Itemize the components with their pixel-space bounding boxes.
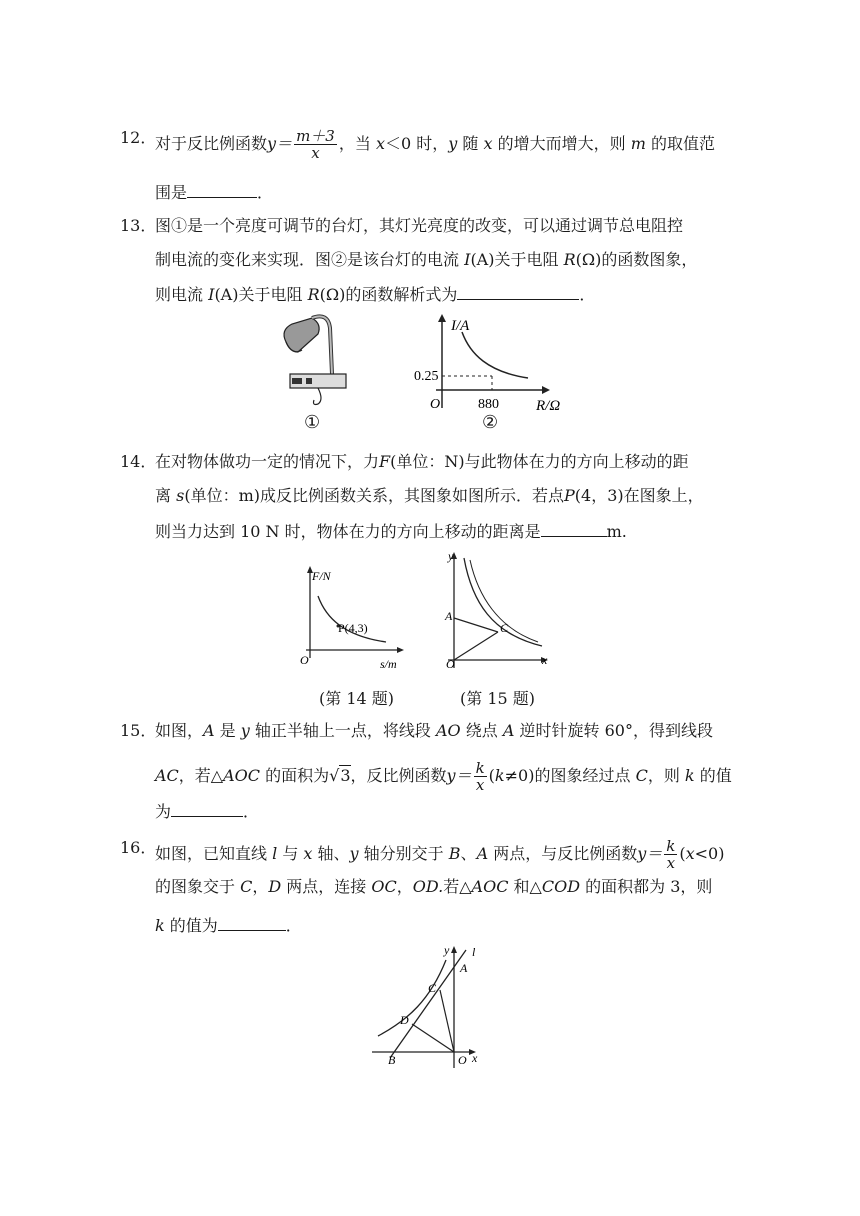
point-C-label: C <box>500 621 509 635</box>
point-D-label: D <box>400 1013 409 1027</box>
q15-caption: (第 15 题) <box>460 689 536 708</box>
x-axis-label-s: s/m <box>380 657 397 671</box>
q12-line-1: 对于反比例函数y＝ $\frac{m+3}{x}$ ，当 x＜0 时，y 随 x 的增大而增大，则 m 的取值范 <box>155 127 715 162</box>
origin-label: O <box>446 657 455 671</box>
line-l-label: l <box>472 945 476 959</box>
origin-label: O <box>430 397 441 412</box>
q14-line-2: 离 s(单位：m)成反比例函数关系，其图象如图所示．若点P(4，3)在图象上， <box>155 486 704 505</box>
current-resistance-graph <box>408 312 580 412</box>
x-axis-label-R: R/Ω <box>536 398 561 412</box>
q15-line-1: 如图，A 是 y 轴正半轴上一点，将线段 AO 绕点 A 逆时针旋转 60°，得到线段 <box>155 721 713 740</box>
q13-line-1: 图①是一个亮度可调节的台灯，其灯光亮度的改变，可以通过调节总电阻控 <box>155 216 684 235</box>
y-tick-label: 0.25 <box>414 369 439 384</box>
q12-fraction: $\frac{m+3}{x}$ <box>296 127 335 162</box>
q15-graph <box>440 548 556 672</box>
q12-number: 12． <box>120 128 157 147</box>
q15-number: 15． <box>120 721 157 740</box>
q15-line-3: 为 ． <box>155 802 260 821</box>
point-C-label: C <box>428 981 437 995</box>
figure-1-label: ① <box>304 412 321 433</box>
x-axis-label: x <box>542 653 548 667</box>
q14-number: 14． <box>120 452 157 471</box>
y-axis-label: y <box>448 549 454 563</box>
q15-line-2: AC，若△AOC 的面积为√3，反比例函数y＝ $\frac{k}{x}$ (k≠0)的图象经过点 C，则 k 的值 <box>155 759 732 794</box>
q16-number: 16． <box>120 838 157 857</box>
q12-answer-blank[interactable] <box>187 181 257 198</box>
q14-line-1: 在对物体做功一定的情况下，力F(单位：N)与此物体在力的方向上移动的距 <box>155 452 689 471</box>
q14-caption: (第 14 题) <box>319 689 395 708</box>
q13-line-3: 则电流 I(A)关于电阻 R(Ω)的函数解析式为 ． <box>155 285 596 304</box>
figure-2-label: ② <box>482 412 499 433</box>
y-axis-label-I: I/A <box>451 318 470 334</box>
x-tick-label: 880 <box>478 397 499 412</box>
force-distance-graph <box>296 562 408 672</box>
origin-label: O <box>458 1053 467 1067</box>
q15-fraction: $\frac{k}{x}$ <box>475 759 485 794</box>
x-axis-label: x <box>472 1051 478 1065</box>
desk-lamp-figure <box>278 312 352 408</box>
q15-answer-blank[interactable] <box>171 800 243 817</box>
q16-line-2: 的图象交于 C，D 两点，连接 OC，OD.若△AOC 和△COD 的面积都为 3，则 <box>155 877 713 896</box>
point-B-label: B <box>388 1053 396 1067</box>
q16-fraction: $\frac{k}{x}$ <box>666 837 676 872</box>
q16-line-3: k 的值为 ． <box>155 916 302 935</box>
q14-line-3: 则当力达到 10 N 时，物体在力的方向上移动的距离是 m. <box>155 522 627 541</box>
q16-answer-blank[interactable] <box>218 914 286 931</box>
q16-graph <box>368 940 492 1070</box>
y-axis-label: y <box>444 943 450 957</box>
q12-line-2: 围是 ． <box>155 183 274 202</box>
q13-line-2: 制电流的变化来实现．图②是该台灯的电流 I(A)关于电阻 R(Ω)的函数图象， <box>155 250 698 269</box>
point-P-label: P(4,3) <box>338 621 368 635</box>
point-A-label: A <box>460 961 468 975</box>
origin-label: O <box>300 653 309 667</box>
q13-number: 13． <box>120 216 157 235</box>
point-A-label: A <box>445 609 453 623</box>
y-axis-label-F: F/N <box>312 569 331 583</box>
q13-answer-blank[interactable] <box>457 283 579 300</box>
q14-answer-blank[interactable] <box>541 520 607 537</box>
q16-line-1: 如图，已知直线 l 与 x 轴、y 轴分别交于 B、A 两点，与反比例函数y＝ $\frac{k}{x}$ (x<0) <box>155 837 725 872</box>
